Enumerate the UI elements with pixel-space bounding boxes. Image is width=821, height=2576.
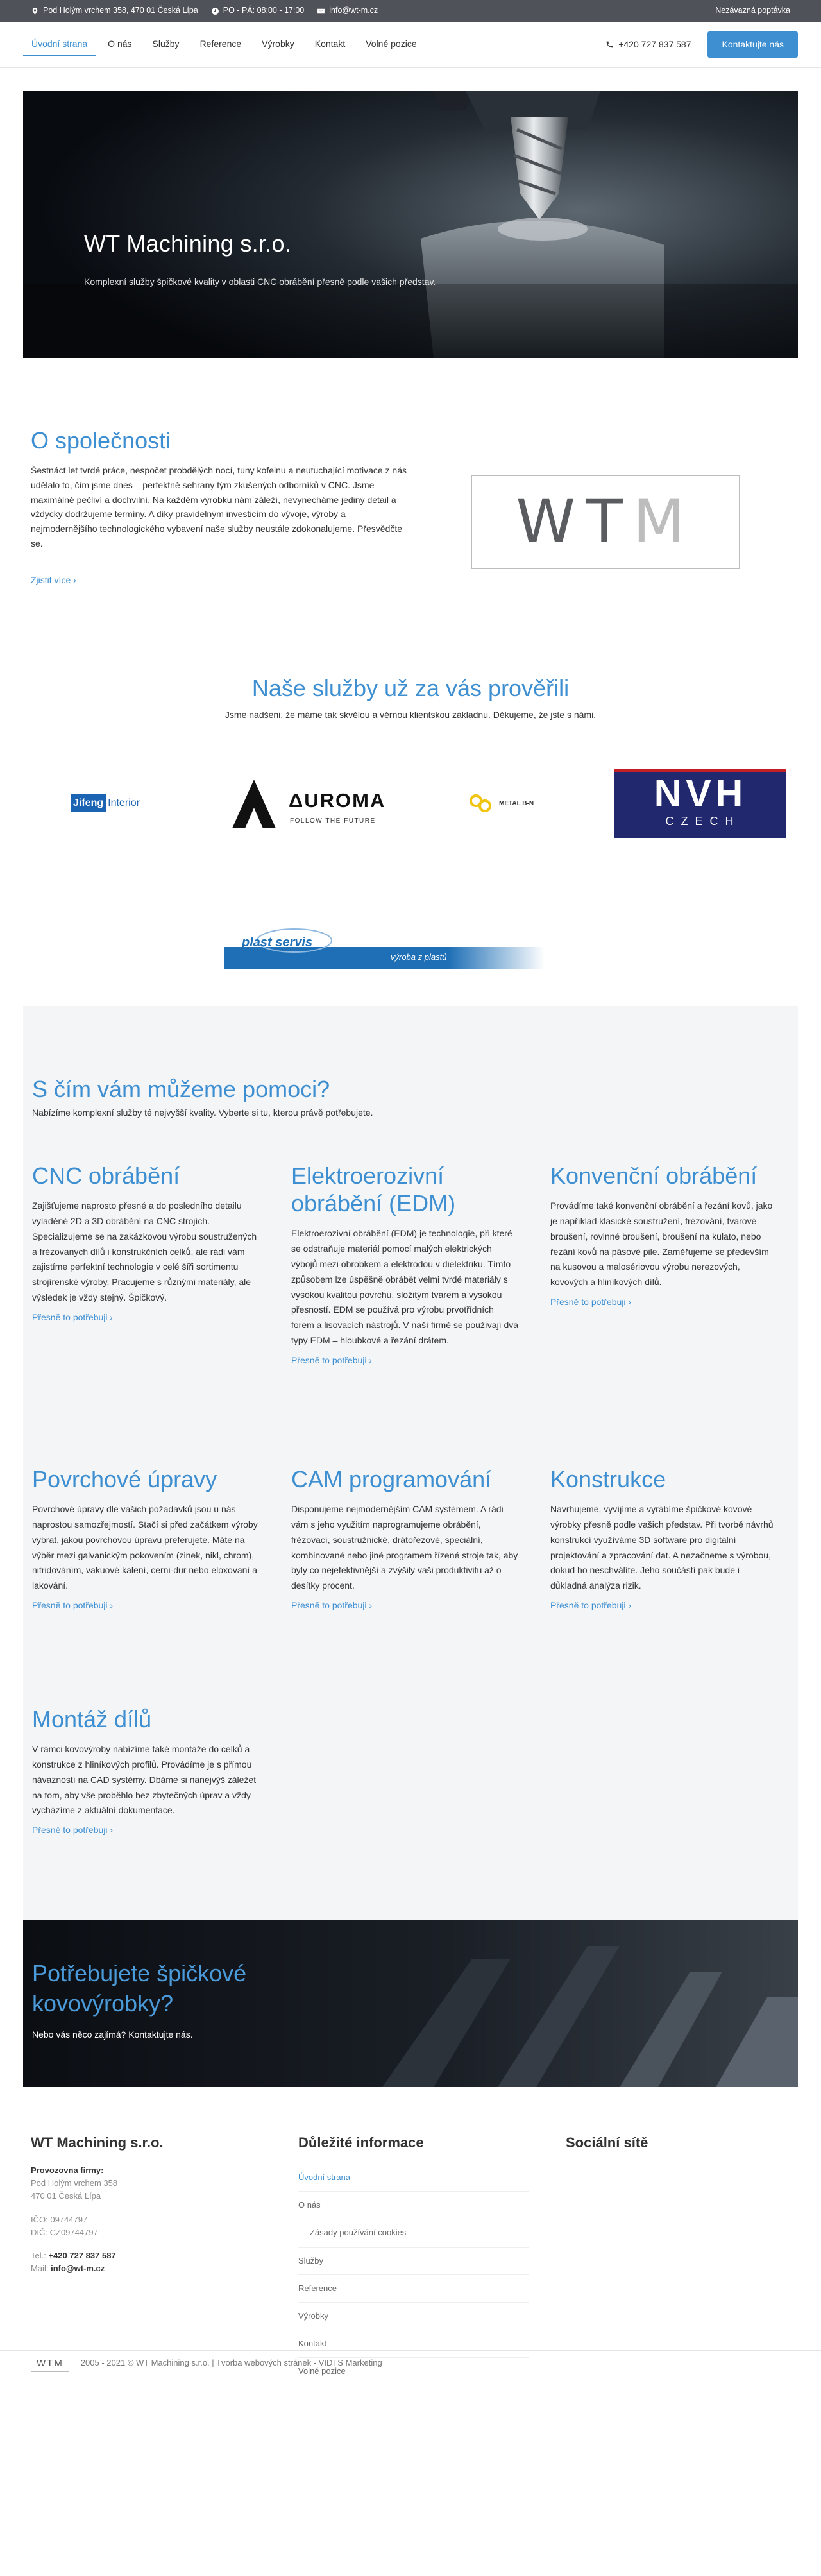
client-logo-plast [224, 928, 545, 979]
chevron-right-icon: › [628, 1599, 632, 1610]
service-link-label[interactable]: Přesně to potřebuji [550, 1296, 626, 1307]
clients-text: Jsme nadšeni, že máme tak skvělou a věrnou klientskou základnu. Děkujeme, že jste s námi. [224, 710, 597, 720]
inquiry-link[interactable]: Nezávazná poptávka [715, 6, 790, 15]
about-more-label[interactable]: Zjistit více [31, 575, 71, 586]
metal-word: METAL B-N [499, 800, 534, 808]
footer-link-careers[interactable]: Volné pozice [298, 2358, 529, 2385]
footer-mail-value[interactable]: info@wt-m.cz [51, 2263, 105, 2273]
footer-link-about[interactable]: O nás [298, 2192, 529, 2219]
hero-text [84, 226, 443, 289]
service-cam [291, 1465, 519, 1613]
service-link[interactable] [291, 1599, 372, 1613]
footer-addr-line1: Pod Holým vrchem 358 [31, 2178, 118, 2188]
service-assembly [32, 1705, 260, 1838]
footer-tel: Tel.: +420 727 837 587 [31, 2250, 116, 2260]
services-title: S čím vám můžeme pomoci? [32, 1076, 330, 1102]
footer-company [31, 2132, 249, 2275]
about-title: O společnosti [31, 427, 171, 454]
phone-text[interactable]: +420 727 837 587 [618, 38, 691, 49]
client-logo-metal [468, 791, 552, 817]
nav-home[interactable]: Úvodní strana [23, 33, 96, 56]
service-link[interactable] [32, 1599, 113, 1613]
service-surface [32, 1465, 260, 1613]
phone-icon [605, 40, 614, 49]
footer-bottom-bar [0, 2350, 821, 2376]
about-more-link[interactable] [31, 574, 76, 588]
service-link-label[interactable]: Přesně to potřebuji [291, 1599, 367, 1610]
hero-subtitle: Komplexní služby špičkové kvality v oblasti CNC obrábění přesně podle vašich představ. [84, 276, 436, 287]
footer-social-title: Sociální sítě [566, 2135, 648, 2151]
service-text: Povrchové úpravy dle vašich požadavků jsou u nás naprostou samozřejmostí. Stačí si před začátkem výroby vybrat, jakou povrchovou úpravu preferujete. Máte na výběr mezi galvanickým pokovením (zinek, nikl, chrom), nitridováním, vakuové kalení, cerni-dur nebo eloxovaní a lakování. [32, 1504, 258, 1591]
footer-mini-logo[interactable]: WTM [31, 2355, 69, 2372]
top-bar [0, 0, 821, 22]
auroma-tagline: FOLLOW THE FUTURE [290, 817, 376, 824]
address-text: Pod Holým vrchem 358, 470 01 Česká Lípa [43, 6, 198, 15]
client-logo-auroma [231, 775, 398, 833]
service-title: Elektroerozivní obrábění (EDM) [291, 1163, 456, 1217]
clients-title: Naše služby už za vás prověřili [251, 675, 570, 701]
footer-link-references[interactable]: Reference [298, 2275, 529, 2303]
footer-addr-label: Provozovna firmy: [31, 2165, 104, 2176]
plast-word: plast servis [242, 935, 313, 950]
service-title: Povrchové úpravy [32, 1466, 217, 1492]
service-link[interactable] [550, 1599, 631, 1613]
service-link[interactable] [550, 1295, 631, 1309]
service-text: V rámci kovovýroby nabízíme také montáže do celků a konstrukce z hliníkových profilů. Provádíme je s přímou návazností na CAD systémy. Dbáme si nanejvýš záležet na tom, aby vše proběhlo bez zbytečných úprav a vždy vycházíme z aktuální dokumentace. [32, 1744, 257, 1816]
footer-link-products[interactable]: Výrobky [298, 2303, 529, 2330]
footer-link-contact[interactable]: Kontakt [298, 2330, 529, 2358]
footer-social [566, 2132, 784, 2164]
footer-link-cookies[interactable]: Zásady používání cookies [298, 2219, 529, 2247]
service-text: Zajišťujeme naprosto přesné a do posledního detailu vyladěné 2D a 3D obrábění na CNC strojích. Specializujeme se na zakázkovou výrobu soustružených a frézovaných dílů i konstrukčních celků, ale rádi vám zajistíme perfektní technologie v celé šíři sortimentu strojírenské výroby. Pracujeme s různými materiály, ale výsledek je vždy stejný. Špičkový. [32, 1200, 257, 1302]
chevron-right-icon: › [110, 1311, 114, 1322]
hero-banner [23, 91, 798, 358]
auroma-triangle-icon [231, 778, 277, 830]
chevron-right-icon: › [369, 1354, 373, 1365]
service-link-label[interactable]: Přesně to potřebuji [291, 1354, 367, 1365]
service-conventional [550, 1162, 778, 1309]
service-cnc [32, 1162, 260, 1324]
service-title: Konstrukce [550, 1466, 666, 1492]
services-section [23, 1006, 798, 1920]
service-link[interactable] [291, 1354, 372, 1368]
chevron-right-icon: › [628, 1296, 632, 1307]
metal-rings-icon [468, 793, 494, 815]
nav-products[interactable]: Výrobky [262, 38, 294, 49]
menu [23, 33, 425, 56]
address-item [31, 4, 198, 17]
footer-link-services[interactable]: Služby [298, 2248, 529, 2275]
company-logo [471, 475, 740, 569]
hero-title: WT Machining s.r.o. [84, 230, 292, 257]
footer-mail: Mail: info@wt-m.cz [31, 2263, 105, 2273]
nav-services[interactable]: Služby [152, 38, 180, 49]
nav-about[interactable]: O nás [108, 38, 132, 49]
logo-wordmark: WTM [516, 487, 695, 557]
nav-careers[interactable]: Volné pozice [366, 38, 417, 49]
footer-info-title: Důležité informace [298, 2135, 424, 2151]
main-nav [0, 22, 821, 68]
footer-link-home[interactable]: Úvodní strana [298, 2164, 529, 2192]
footer-copyright: 2005 - 2021 © WT Machining s.r.o. | Tvorba webových stránek - VIDTS Marketing [80, 2358, 382, 2368]
service-link-label[interactable]: Přesně to potřebuji [32, 1825, 108, 1836]
footer-dic: DIČ: CZ09744797 [31, 2227, 98, 2237]
phone-item[interactable] [605, 38, 691, 52]
hero-cnc-image [23, 91, 798, 358]
contact-button[interactable]: Kontaktujte nás [707, 31, 798, 58]
clock-icon [211, 7, 219, 15]
service-text: Disponujeme nejmodernějším CAM systémem. A rádi vám s jeho využitím naprogramujeme obrábění, frézovací, soustružnické, drátořezové, speciální, kombinované nebo jiné programem řízené stroje tak, aby byly co nejefektivnější a zvýšily vaši produktivitu až o desítky procent. [291, 1504, 518, 1591]
service-title: CAM programování [291, 1466, 492, 1492]
cta-text [32, 1959, 308, 2042]
hours-text: PO - PÁ: 08:00 - 17:00 [223, 6, 305, 15]
nav-contact[interactable]: Kontakt [314, 38, 346, 49]
service-link[interactable] [32, 1823, 113, 1838]
client-logo-jifeng [71, 781, 164, 826]
jifeng-mark: Jifeng [71, 794, 106, 813]
services-intro: Nabízíme komplexní služby té nejvyšší kvality. Vyberte si tu, kterou právě potřebujete. [32, 1107, 373, 1118]
service-design [550, 1465, 778, 1613]
service-title: Konvenční obrábění [550, 1163, 758, 1189]
footer-tel-value[interactable]: +420 727 837 587 [48, 2250, 116, 2260]
mail-icon [317, 7, 325, 15]
chevron-right-icon: › [110, 1825, 114, 1836]
service-title: CNC obrábění [32, 1163, 180, 1189]
nvh-sub: C Z E C H [665, 815, 736, 828]
service-edm [291, 1162, 519, 1367]
client-logo-nvh [614, 769, 786, 838]
plast-tagline: výroba z plastů [391, 952, 447, 962]
service-link-label[interactable]: Přesně to potřebuji [32, 1311, 108, 1322]
about-section [0, 358, 821, 615]
email-text[interactable]: info@wt-m.cz [329, 6, 378, 15]
clients-section [0, 615, 821, 1006]
chevron-right-icon: › [73, 575, 76, 586]
nvh-word: NVH [654, 772, 747, 815]
jifeng-word: Interior [108, 797, 140, 808]
service-link-label[interactable]: Přesně to potřebuji [32, 1599, 108, 1610]
footer-info [298, 2132, 529, 2385]
service-link-label[interactable]: Přesně to potřebuji [550, 1599, 626, 1610]
chevron-right-icon: › [369, 1599, 373, 1610]
cta-banner [23, 1920, 798, 2087]
chevron-right-icon: › [110, 1599, 114, 1610]
footer-company-name: WT Machining s.r.o. [31, 2135, 164, 2151]
service-link[interactable] [32, 1311, 113, 1325]
email-item[interactable] [317, 4, 378, 17]
map-pin-icon [31, 7, 39, 15]
hours-item [211, 4, 304, 17]
about-text [31, 427, 409, 588]
service-text: Provádíme také konvenční obrábění a řezání kovů, jako je například klasické soustružení, frézování, tvarové broušení, rovinné broušení, broušení na kulato, nebo řezání kovů na pásové pile. Zaměřujeme se především na kusovou a malosériovou výrobu nerezových, kovových a hliníkových dílů. [550, 1200, 773, 1288]
cta-subtitle: Nebo vás něco zajímá? Kontaktujte nás. [32, 2029, 193, 2040]
footer-addr-line2: 470 01 Česká Lípa [31, 2191, 101, 2201]
service-text: Elektroerozivní obrábění (EDM) je technologie, při které se odstraňuje materiál pomocí malých elektrických výbojů mezi obrobkem a elektrodou v dielektriku. Tímto způsobem lze úspěšně obrábět velmi tvrdé materiály s vysokou kvalitou povrchu, složitým tvarem a vysokou přesností. EDM se používá pro výrobu prvotřídních forem a lisovacích nástrojů. V naší firmě se používají dva typy EDM – hloubkové a řezání drátem. [291, 1228, 519, 1345]
auroma-word: ΔUROMA [289, 789, 386, 812]
about-paragraph: Šestnáct let tvrdé práce, nespočet probdělých nocí, tuny kofeinu a neutuchající motivace z nás udělalo to, čím jsme dnes – perfektně sehraný tým zkušených odborníků v CNC. Jsme maximálně pečliví a dochvilní. Na každém výrobku nám záleží, nevynecháme jediný detail a vždycky dodržujeme termíny. A díky pravidelným investicím do vývoje, výroby a nejmodernějšího technologického vybavení naše služby neustále zdokonalujeme. Přesvědčte se. [31, 465, 407, 549]
service-title: Montáž dílů [32, 1706, 152, 1732]
service-text: Navrhujeme, vyvíjíme a vyrábíme špičkové kovové výrobky přesně podle vašich představ. Při tvorbě návrhů konstrukcí využíváme 3D software pro digitální projektování a zpracování dat. A nezačneme s výrobou, dokud ho neschválíte. Jeho součástí pak bude i důkladná analýza rizik. [550, 1504, 774, 1591]
nav-references[interactable]: Reference [199, 38, 242, 49]
footer-ico: IČO: 09744797 [31, 2214, 88, 2224]
cta-title: Potřebujete špičkové kovovýrobky? [32, 1960, 247, 2017]
